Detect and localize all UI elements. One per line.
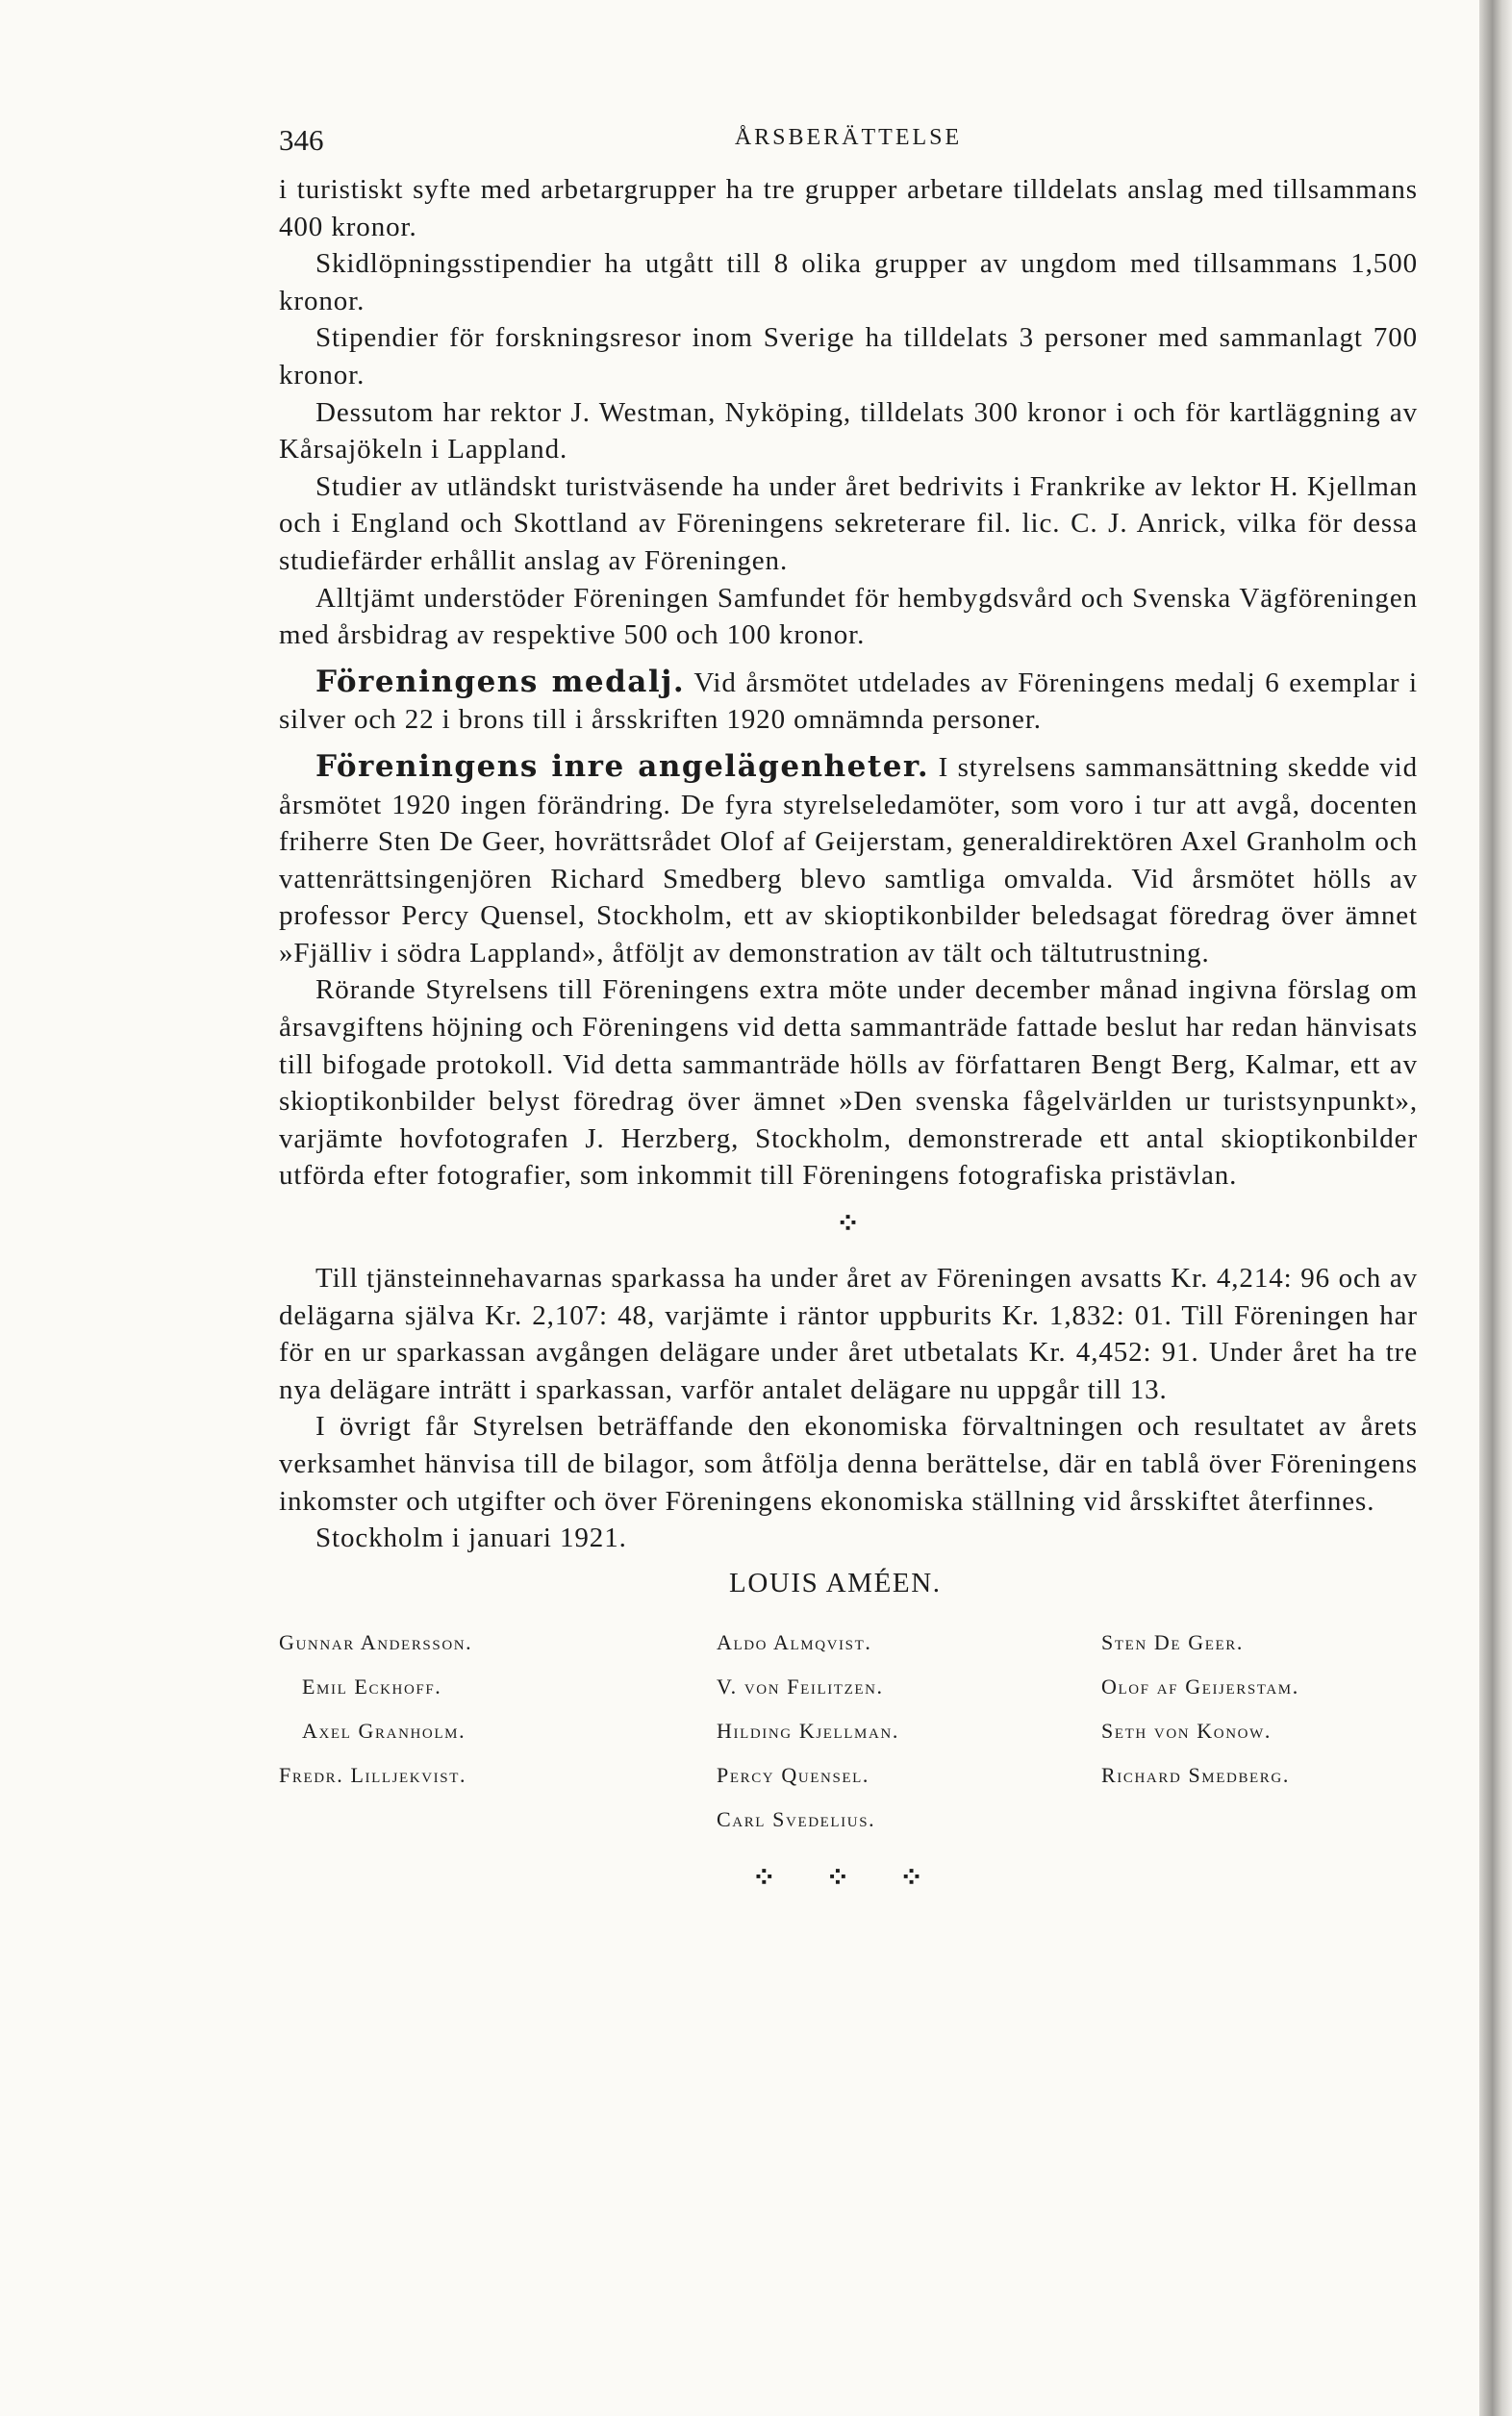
signatory-name: Emil Eckhoff.: [302, 1674, 442, 1699]
section-separator-ornament: ⁘: [835, 1208, 862, 1241]
paragraph-westman-grant: Dessutom har rektor J. Westman, Nyköping, tilldelats 300 kronor i och för kartläggning av Kårsajökeln i Lappland.: [279, 396, 1418, 466]
signatory-name: Sten De Geer.: [1101, 1630, 1244, 1655]
signatory-name: Richard Smedberg.: [1101, 1763, 1290, 1788]
signatory-name: Fredr. Lilljekvist.: [279, 1763, 467, 1788]
paragraph-work-groups: i turistiskt syfte med arbetargrupper ha tre grupper arbetare tilldelats anslag med tillsammans 400 kronor.: [279, 174, 1418, 242]
document-page: [279, 123, 1418, 2354]
signatory-column-3: [1101, 1621, 1418, 1842]
medal-section-text: Vid årsmötet utdelades av Föreningens medalj 6 exemplar i silver och 22 i brons till i årsskriften 1920 omnämnda personer.: [279, 667, 1418, 736]
body-text: [279, 171, 1418, 1601]
running-title: ÅRSBERÄTTELSE: [734, 125, 963, 150]
paragraph-economic-report: I övrigt får Styrelsen beträffande den ekonomiska förvaltningen och resultatet av årets verksamhet hänvisa till de bilagor, som åtfölja denna berättelse, där en tablå över Föreningens inkomster och utgifter och över Föreningens ekonomiska ställning vid årsskiftet återfinnes.: [279, 1411, 1418, 1517]
signatory-name: Olof af Geijerstam.: [1101, 1674, 1299, 1699]
paragraph-savings-bank: Till tjänsteinnehavarnas sparkassa ha under året av Föreningen avsatts Kr. 4,214: 96 och av delägarna själva Kr. 2,107: 48, varjämte i räntor uppburits Kr. 1,832: 01. Till Föreningen har för en ur sparkassan avgången delägare under året utbetalats Kr. 4,452: 91. Under året ha tre nya delägare inträtt i sparkassan, varför antalet delägare nu uppgår till 13.: [279, 1263, 1418, 1405]
running-header: [279, 123, 1418, 171]
internal-affairs-heading: Föreningens inre angelägenheter.: [315, 748, 930, 784]
paragraph-research-stipends: Stipendier för forskningsresor inom Sverige ha tilldelats 3 personer med sammanlagt 700 kronor.: [279, 322, 1418, 390]
paragraph-annual-contributions: Alltjämt understöder Föreningen Samfundet för hembygdsvård och Svenska Vägföreningen med årsbidrag av respektive 500 och 100 kronor.: [279, 582, 1418, 651]
paragraph-extra-meeting: Rörande Styrelsens till Föreningens extra möte under december månad ingivna förslag om årsavgiftens höjning och Föreningens vid detta sammanträde fattade beslut har redan hänvisats till bifogade protokoll. Vid detta sammanträde hölls av författaren Bengt Berg, Kalmar, ett av skioptikonbilder belyst föredrag över ämnet »Den svenska fågelvärlden ur turistsynpunkt», varjämte hovfotografen J. Herzberg, Stockholm, demonstrerade ett antal skioptikonbilder utförda efter fotografier, som inkommit till Föreningens fotografiska pristävlan.: [279, 974, 1418, 1192]
signatory-name: Hilding Kjellman.: [717, 1719, 899, 1744]
signatories: [279, 1621, 1418, 1842]
paragraph-ski-stipends: Skidlöpningsstipendier ha utgått till 8 olika grupper av ungdom med tillsammans 1,500 kronor.: [279, 248, 1418, 316]
signatory-column-2: [699, 1621, 1101, 1842]
signatory-name: Axel Granholm.: [302, 1719, 466, 1744]
place-date: Stockholm i januari 1921.: [315, 1523, 627, 1554]
signatory-column-1: [279, 1621, 699, 1842]
signatory-name: Percy Quensel.: [717, 1763, 870, 1788]
medal-section: [279, 664, 1418, 739]
signatory-name: Aldo Almqvist.: [717, 1630, 872, 1655]
signatory-name: Gunnar Andersson.: [279, 1630, 473, 1655]
paragraph-foreign-studies: Studier av utländskt turistväsende ha under året bedrivits i Frankrike av lektor H. Kjellman och i England och Skottland av Föreningens sekreterare fil. lic. C. J. Anrick, vilka för dessa studiefärder erhållit anslag av Föreningen.: [279, 470, 1418, 576]
page-number: 346: [279, 123, 324, 157]
signatory-name: V. von Feilitzen.: [717, 1674, 884, 1699]
signatory-name: Carl Svedelius.: [717, 1807, 876, 1832]
signatory-name: Seth von Konow.: [1101, 1719, 1272, 1744]
page-edge-shadow: [1479, 0, 1512, 2416]
internal-affairs-section: [279, 748, 1418, 972]
end-ornament: ⁘ ⁘ ⁘: [751, 1862, 945, 1895]
medal-section-heading: Föreningens medalj.: [315, 664, 686, 699]
internal-affairs-text: I styrelsens sammansättning skedde vid årsmötet 1920 ingen förändring. De fyra styrelseledamöter, som voro i tur att avgå, docenten friherre Sten De Geer, hovrättsrådet Olof af Geijerstam, generaldirektören Axel Granholm och vattenrättsingenjören Richard Smedberg blevo samtliga omvalda. Vid årsmötet hölls av professor Percy Quensel, Stockholm, ett av skioptikonbilder beledsagat föredrag över ämnet »Fjälliv i södra Lappland», åtföljt av demonstration av tält och tältutrustning.: [279, 751, 1418, 969]
chairman-signature: LOUIS AMÉEN.: [729, 1567, 942, 1598]
